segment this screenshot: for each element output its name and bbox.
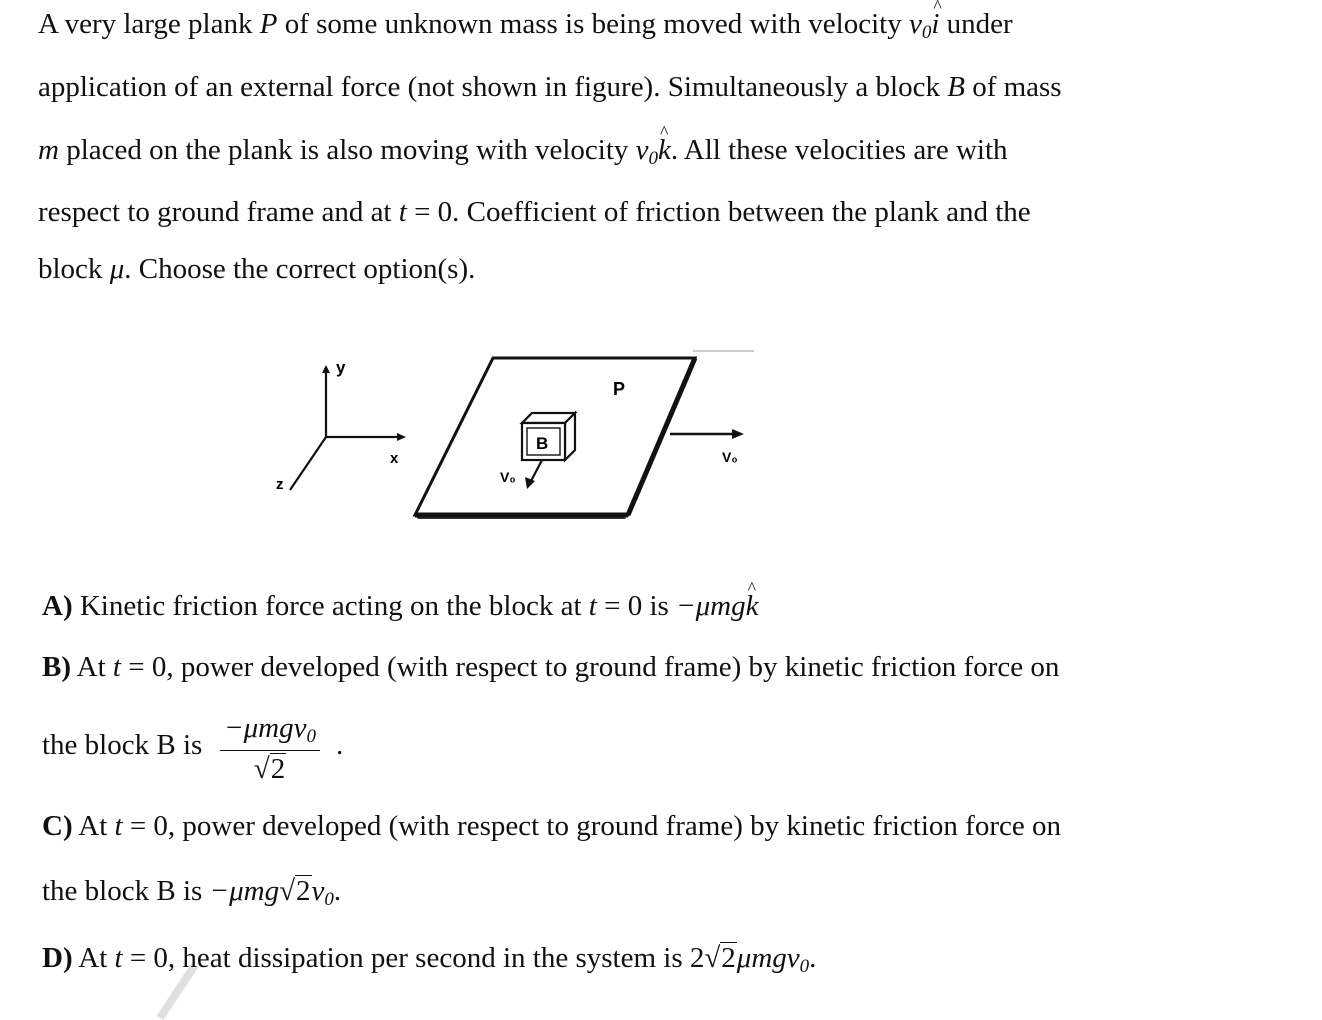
question-line-2: application of an external force (not shown in figure). Simultaneously a block B of mass [38,71,1062,103]
option-b-fraction: −μmgv$_0$ √2 [220,712,320,786]
block-label: B [536,434,549,453]
question-line-5: block μ. Choose the correct option(s). [38,253,476,285]
option-b: B) At t = 0, power developed (with respect to ground frame) by kinetic friction force on [42,651,1060,683]
block-velocity-label: V₀ [500,469,516,485]
watermark-mark [150,960,210,1020]
option-b-continued: the block B is [42,729,203,761]
option-a: A) Kinetic friction force acting on the block at t = 0 is −μmgk ^ [42,592,759,621]
option-d: D) At t = 0, heat dissipation per second in the system is 2√2μmgv$_0$. [42,942,817,977]
question-line-3: m placed on the plank is also moving with velocity $v_0k$ ^. All these velocities are with [38,136,1008,168]
figure-diagram [260,345,760,525]
coordinate-axes [290,369,402,490]
question-line-4: respect to ground frame and at t = 0. Coefficient of friction between the plank and the [38,196,1031,228]
axis-x-label: x [390,450,399,467]
block [522,413,575,460]
option-c-continued: the block B is $-\mu mg√2v_0$. [42,875,342,910]
option-b-period: . [336,729,344,761]
option-c: C) At t = 0, power developed (with respect to ground frame) by kinetic friction force on [42,810,1061,842]
plank-label: P [613,379,626,399]
axis-z-label: z [276,476,284,493]
question-line-1: A very large plank P of some unknown mass is being moved with velocity $v_0i$ ^ under [38,10,1013,42]
plank-velocity-label: V₀ [722,449,738,465]
axis-y-label: y [336,358,346,377]
